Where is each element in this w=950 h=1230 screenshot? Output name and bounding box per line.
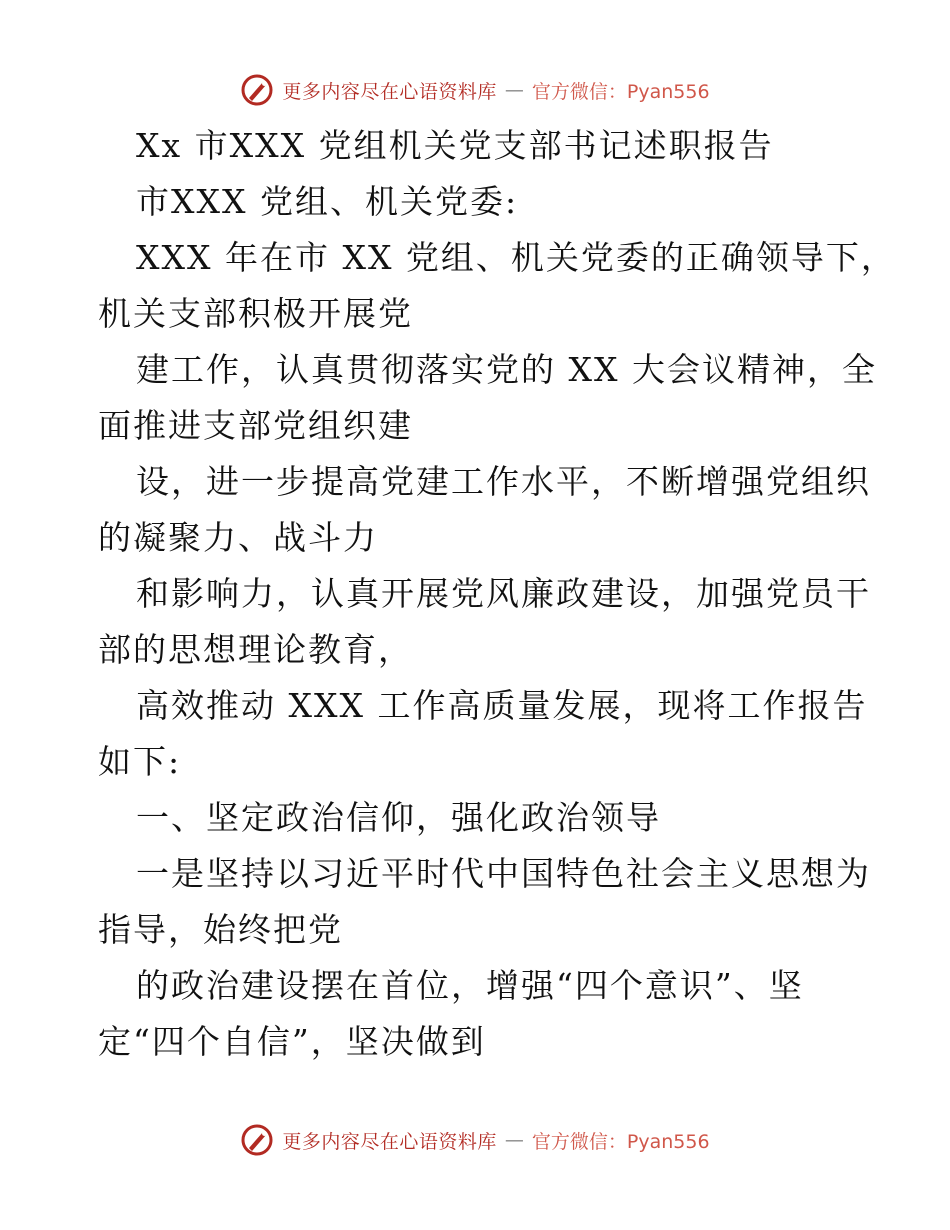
watermark-separator: — [504, 1129, 524, 1151]
doc-line: 设，进一步提高党建工作水平，不断增强党组织 [136, 462, 871, 501]
document-body [98, 118, 896, 1070]
doc-line: 如下: [98, 742, 182, 781]
doc-line: 的政治建设摆在首位，增强“四个意识”、坚 [136, 966, 804, 1005]
watermark-main-text: 更多内容尽在心语资料库 [282, 1130, 497, 1153]
doc-line: 一是坚持以习近平时代中国特色社会主义思想为 [136, 854, 871, 893]
doc-line: 和影响力，认真开展党风廉政建设，加强党员干 [136, 574, 871, 613]
watermark-main-text: 更多内容尽在心语资料库 [282, 80, 497, 103]
doc-line: 指导，始终把党 [98, 910, 343, 949]
footer-watermark [0, 1118, 950, 1162]
watermark-sub-text: 官方微信：Pyan556 [531, 1130, 710, 1153]
watermark-separator: — [504, 79, 524, 101]
header-watermark [0, 68, 950, 112]
doc-line: XXX 年在市 XX 党组、机关党委的正确领导下， [136, 238, 896, 277]
pen-logo-icon [240, 73, 274, 107]
doc-line: 机关支部积极开展党 [98, 294, 413, 333]
doc-line: 部的思想理论教育， [98, 630, 413, 669]
doc-line: 一、坚定政治信仰，强化政治领导 [136, 798, 661, 837]
doc-line: 定“四个自信”，坚决做到 [98, 1022, 486, 1061]
doc-line: 高效推动 XXX 工作高质量发展，现将工作报告 [136, 686, 868, 725]
doc-line: 面推进支部党组织建 [98, 406, 413, 445]
doc-line: 建工作，认真贯彻落实党的 XX 大会议精神，全 [136, 350, 877, 389]
doc-line: 的凝聚力、战斗力 [98, 518, 378, 557]
pen-logo-icon [240, 1123, 274, 1157]
doc-line: 市XXX 党组、机关党委: [136, 182, 519, 221]
doc-line: Xx 市XXX 党组机关党支部书记述职报告 [136, 126, 774, 165]
watermark-sub-text: 官方微信：Pyan556 [531, 80, 710, 103]
